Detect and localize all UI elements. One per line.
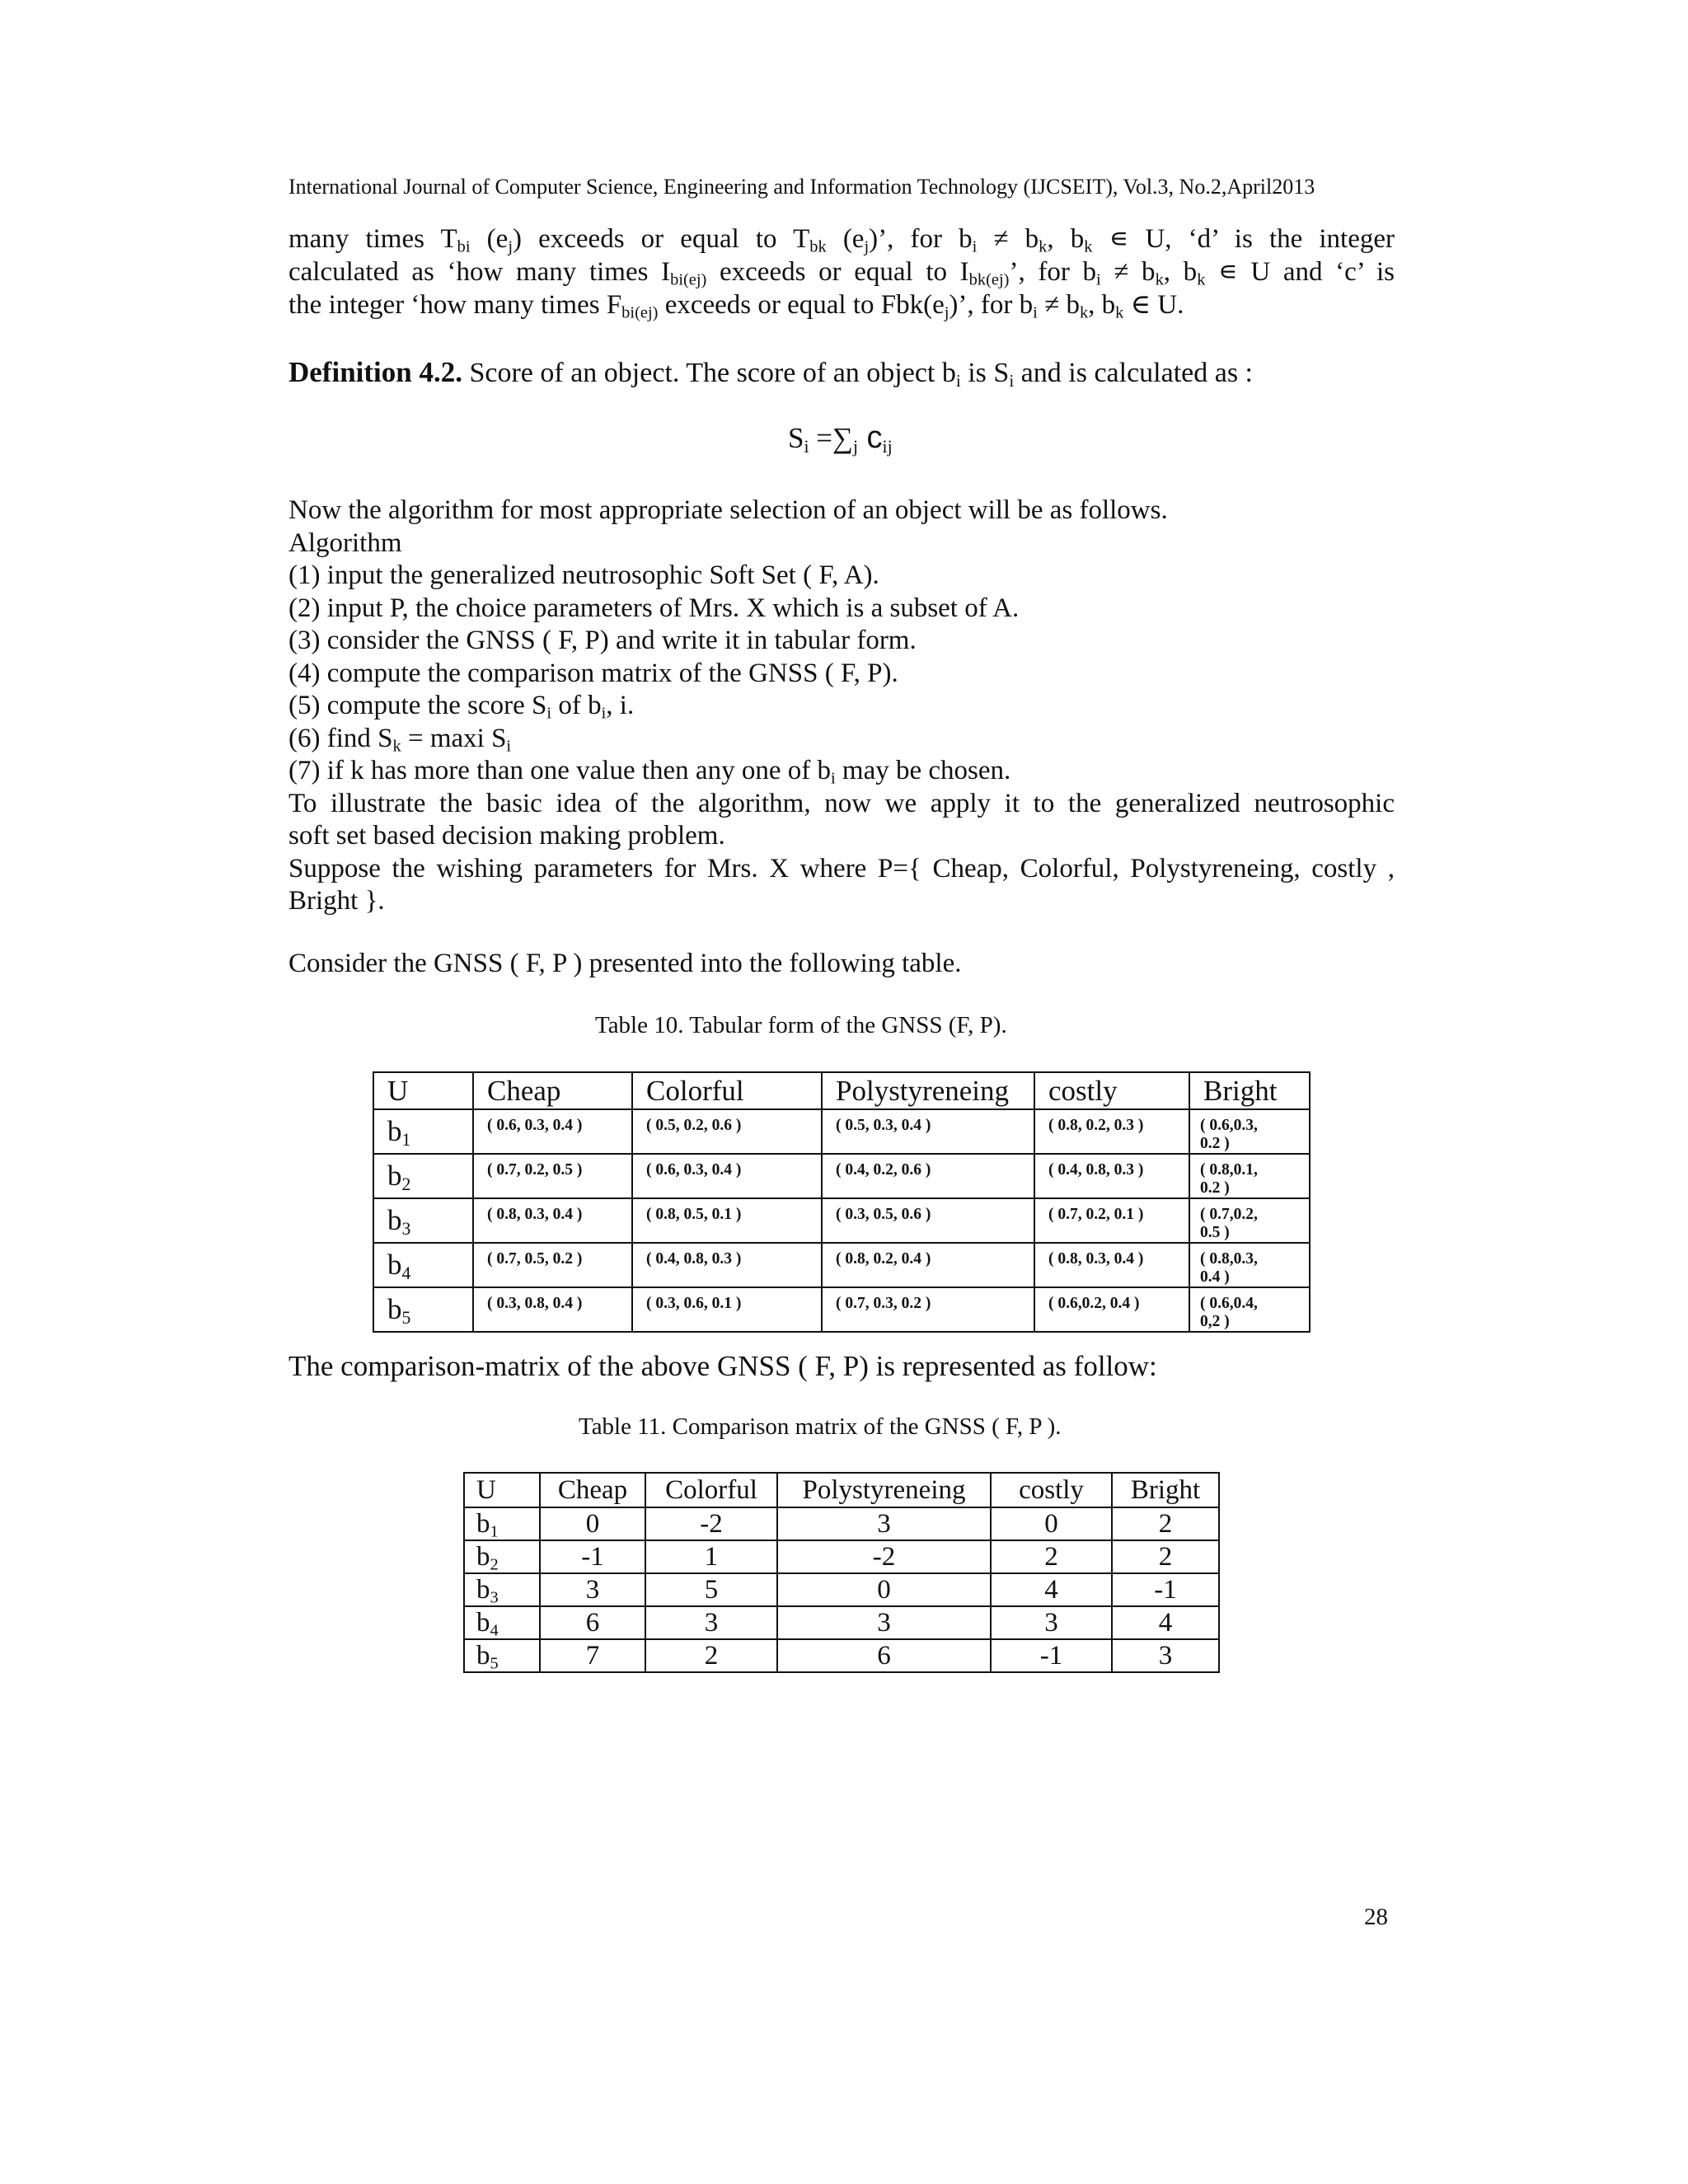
comparison-intro-text: The comparison-matrix of the above GNSS ( F, P) is represented as follow:	[288, 1350, 1157, 1382]
table-11-header-row	[464, 1473, 1219, 1507]
table-cell: 6	[777, 1639, 991, 1672]
intro-paragraph	[288, 223, 1395, 321]
algorithm-step-5: (5) compute the score $S_i$ of $b_i$, i.	[288, 691, 635, 723]
page-number: 28	[1364, 1904, 1388, 1930]
algorithm-step-4: (4) compute the comparison matrix of the GNSS ( F, P).	[288, 658, 898, 688]
table-cell: 0	[991, 1507, 1112, 1540]
t11-row-label: $b_1$	[464, 1507, 540, 1540]
table-cell: 2	[1112, 1540, 1219, 1573]
table-cell: 7	[540, 1639, 645, 1672]
t11-row-label: $b_5$	[464, 1639, 540, 1672]
table-cell: 1	[645, 1540, 777, 1573]
table-row	[464, 1639, 1219, 1672]
algorithm-step-1: (1) input the generalized neutrosophic Soft Set ( F, A).	[288, 560, 879, 590]
table-cell: 3	[777, 1606, 991, 1639]
table-cell: ( 0.7, 0.2, 0.5 )	[473, 1154, 632, 1198]
table-cell: ( 0.7, 0.2, 0.1 )	[1034, 1198, 1189, 1243]
table-cell-bright: ( 0.8,0.1, 0.2 )	[1189, 1154, 1310, 1198]
consider-text: Consider the GNSS ( F, P ) presented into the following table.	[288, 949, 962, 978]
table-cell: ( 0.8, 0.2, 0.4 )	[822, 1243, 1034, 1287]
illustration-line-1: To illustrate the basic idea of the algorithm, now we apply it to the generalized neutrosophic	[288, 788, 1395, 818]
table-cell: ( 0.5, 0.2, 0.6 )	[632, 1109, 822, 1154]
table-row	[373, 1109, 1310, 1154]
table-cell: ( 0.3, 0.8, 0.4 )	[473, 1287, 632, 1332]
t10-header-costly: costly	[1034, 1072, 1189, 1109]
table-cell: ( 0.4, 0.2, 0.6 )	[822, 1154, 1034, 1198]
table-cell: 3	[777, 1507, 991, 1540]
algorithm-section	[288, 494, 1395, 918]
t10-row-label: $b_3$	[373, 1198, 473, 1243]
table-cell: 3	[645, 1606, 777, 1639]
table-cell: ( 0.8, 0.5, 0.1 )	[632, 1198, 822, 1243]
t10-row-label: $b_5$	[373, 1287, 473, 1332]
algorithm-step-7: (7) if k has more than one value then any one of $b_i$ may be chosen.	[288, 756, 1011, 788]
table-10	[373, 1071, 1311, 1333]
table-cell: 0	[777, 1573, 991, 1606]
table-cell: ( 0.7, 0.3, 0.2 )	[822, 1287, 1034, 1332]
table-row	[464, 1606, 1219, 1639]
t10-header-u: U	[373, 1072, 473, 1109]
wishing-line-2: Bright }.	[288, 886, 385, 916]
table-cell: -2	[645, 1507, 777, 1540]
table-cell: ( 0.8, 0.2, 0.3 )	[1034, 1109, 1189, 1154]
table-row	[373, 1154, 1310, 1198]
t11-header-cheap: Cheap	[540, 1473, 645, 1507]
table-cell: 0	[540, 1507, 645, 1540]
table-cell: -1	[540, 1540, 645, 1573]
algorithm-step-3: (3) consider the GNSS ( F, P) and write it in tabular form.	[288, 626, 917, 655]
table-row	[373, 1243, 1310, 1287]
t10-header-polystyreneing: Polystyreneing	[822, 1072, 1034, 1109]
t10-row-label: $b_1$	[373, 1109, 473, 1154]
t10-header-bright: Bright	[1189, 1072, 1310, 1109]
table-row	[373, 1198, 1310, 1243]
table-cell: ( 0.3, 0.5, 0.6 )	[822, 1198, 1034, 1243]
table-10-header-row	[373, 1072, 1310, 1109]
intro-line-3: the integer ‘how many times $F_{bi(ej)}$ exceeds or equal to $Fbk(e_j)$’, for $b_i \ne b_k$, $b_k$ ∈ U.	[288, 290, 1184, 322]
table-cell: ( 0.6,0.2, 0.4 )	[1034, 1287, 1189, 1332]
table-cell-bright: ( 0.6,0.4, 0,2 )	[1189, 1287, 1310, 1332]
intro-line-1: many times $T_{bi}$ $(e_j)$ exceeds or equal to $T_{bk}$ $(e_j)$’, for $b_i \ne b_k$, $b_k$ ∊ U, ‘d’ is the integer	[288, 224, 1395, 256]
table-cell: ( 0.5, 0.3, 0.4 )	[822, 1109, 1034, 1154]
definition-label: Definition 4.2.	[288, 356, 462, 388]
table-cell: 3	[1112, 1639, 1219, 1672]
table-cell: 2	[991, 1540, 1112, 1573]
t10-row-label: $b_4$	[373, 1243, 473, 1287]
table-cell: ( 0.6, 0.3, 0.4 )	[473, 1109, 632, 1154]
t11-header-colorful: Colorful	[645, 1473, 777, 1507]
table-cell-bright: ( 0.7,0.2, 0.5 )	[1189, 1198, 1310, 1243]
table-cell: ( 0.6, 0.3, 0.4 )	[632, 1154, 822, 1198]
t10-row-label: $b_2$	[373, 1154, 473, 1198]
table-cell: -2	[777, 1540, 991, 1573]
algorithm-intro: Now the algorithm for most appropriate selection of an object will be as follows.	[288, 495, 1168, 525]
t11-header-polystyreneing: Polystyreneing	[777, 1473, 991, 1507]
table-cell: 2	[1112, 1507, 1219, 1540]
table-11	[463, 1472, 1220, 1673]
table-cell: 6	[540, 1606, 645, 1639]
table-cell-bright: ( 0.6,0.3, 0.2 )	[1189, 1109, 1310, 1154]
definition-4-2: Definition 4.2. Score of an object. The score of an object $b_i$ is $S_i$ and is calculated as :	[288, 356, 1254, 391]
consider-paragraph	[288, 948, 1395, 981]
intro-line-2: calculated as ‘how many times $I_{bi(ej)}$ exceeds or equal to $I_{bk(ej)}$’, for $b_i \ne b_k$, $b_k$ ∊ U and ‘c’ is	[288, 257, 1395, 289]
t10-header-colorful: Colorful	[632, 1072, 822, 1109]
wishing-line-1: Suppose the wishing parameters for Mrs. X where P={ Cheap, Colorful, Polystyreneing, costly ,	[288, 853, 1395, 883]
score-formula: $S_i =\sum_j$ $c_{ij}$	[788, 420, 893, 457]
table-row	[464, 1540, 1219, 1573]
table-cell: ( 0.4, 0.8, 0.3 )	[1034, 1154, 1189, 1198]
table-cell: 3	[540, 1573, 645, 1606]
table-row	[373, 1287, 1310, 1332]
t10-header-cheap: Cheap	[473, 1072, 632, 1109]
table-cell: ( 0.8, 0.3, 0.4 )	[473, 1198, 632, 1243]
algorithm-step-2: (2) input P, the choice parameters of Mrs. X which is a subset of A.	[288, 593, 1020, 623]
t11-header-bright: Bright	[1112, 1473, 1219, 1507]
table-row	[464, 1507, 1219, 1540]
table-cell: 2	[645, 1639, 777, 1672]
t11-header-u: U	[464, 1473, 540, 1507]
table-cell: ( 0.8, 0.3, 0.4 )	[1034, 1243, 1189, 1287]
t11-row-label: $b_2$	[464, 1540, 540, 1573]
table-cell: ( 0.4, 0.8, 0.3 )	[632, 1243, 822, 1287]
table-10-caption: Table 10. Tabular form of the GNSS (F, P).	[595, 1012, 1007, 1038]
t11-header-costly: costly	[991, 1473, 1112, 1507]
table-cell: ( 0.3, 0.6, 0.1 )	[632, 1287, 822, 1332]
algorithm-title: Algorithm	[288, 527, 402, 558]
table-cell: ( 0.7, 0.5, 0.2 )	[473, 1243, 632, 1287]
table-cell: 4	[1112, 1606, 1219, 1639]
table-row	[464, 1573, 1219, 1606]
table-cell: -1	[991, 1639, 1112, 1672]
illustration-line-2: soft set based decision making problem.	[288, 821, 725, 851]
table-cell: 4	[991, 1573, 1112, 1606]
table-cell: 3	[991, 1606, 1112, 1639]
table-cell: -1	[1112, 1573, 1219, 1606]
table-cell: 5	[645, 1573, 777, 1606]
table-11-caption: Table 11. Comparison matrix of the GNSS ( F, P ).	[579, 1413, 1062, 1440]
t11-row-label: $b_4$	[464, 1606, 540, 1639]
t11-row-label: $b_3$	[464, 1573, 540, 1606]
journal-header: International Journal of Computer Science, Engineering and Information Technology (IJCSEIT), Vol.3, No.2,April2013	[288, 175, 1315, 199]
comparison-intro	[288, 1350, 1395, 1383]
table-cell-bright: ( 0.8,0.3, 0.4 )	[1189, 1243, 1310, 1287]
algorithm-step-6: (6) find $S_k = \max i$ $S_i$	[288, 723, 512, 756]
